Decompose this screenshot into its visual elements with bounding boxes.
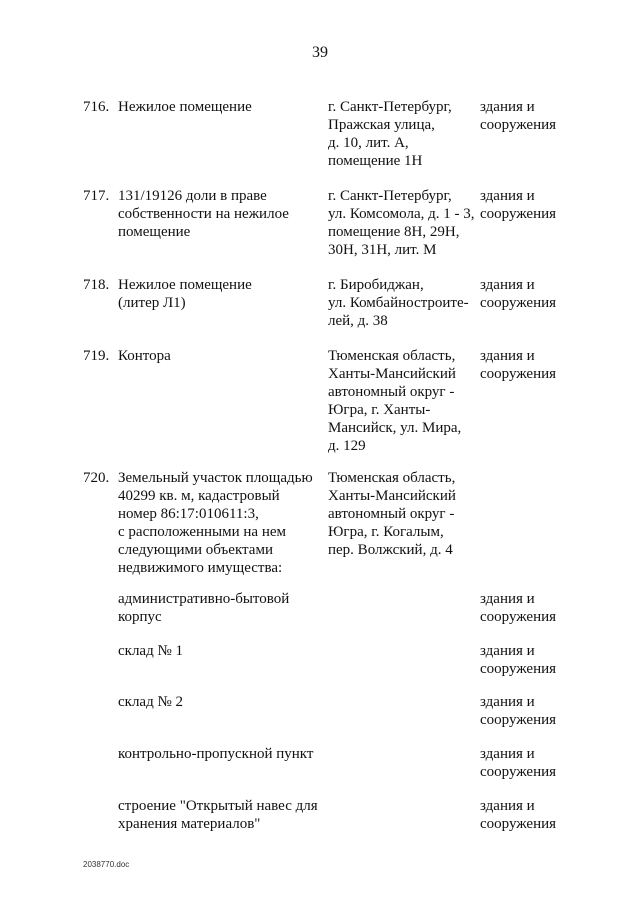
footer-filename: 2038770.doc: [83, 860, 130, 869]
entry-address: г. Санкт-Петербург, ул. Комсомола, д. 1 - 3, помещение 8Н, 29Н, 30Н, 31Н, лит. М: [328, 188, 475, 258]
entry-description: Нежилое помещение (литер Л1): [118, 277, 252, 311]
entry-number: 718.: [83, 277, 110, 293]
entry-number: 720.: [83, 470, 110, 486]
entry-address: г. Биробиджан, ул. Комбайностроите- лей, д. 38: [328, 277, 469, 329]
sub-item-description: строение "Открытый навес для хранения материалов": [118, 798, 318, 832]
sub-item-category: здания и сооружения: [480, 798, 557, 832]
entry-category: здания и сооружения: [480, 188, 557, 222]
entry-number: 716.: [83, 99, 110, 115]
sub-item-category: здания и сооружения: [480, 746, 557, 780]
entry-number: 717.: [83, 188, 110, 204]
entry-description: Контора: [118, 348, 171, 364]
sub-item-category: здания и сооружения: [480, 591, 557, 625]
page-number: 39: [312, 44, 328, 61]
sub-item-category: здания и сооружения: [480, 694, 557, 728]
sub-item-description: склад № 1: [118, 643, 184, 659]
sub-item-description: административно-бытовой корпус: [118, 591, 290, 625]
entry-category: здания и сооружения: [480, 99, 557, 133]
entry-address: г. Санкт-Петербург, Пражская улица, д. 10, лит. А, помещение 1Н: [328, 99, 452, 169]
entry-category: здания и сооружения: [480, 277, 557, 311]
entry-description: Нежилое помещение: [118, 99, 252, 115]
entry-address: Тюменская область, Ханты-Мансийский автономный округ - Югра, г. Ханты- Мансийск, ул. Мира, д. 129: [328, 348, 462, 454]
entry-description: 131/19126 доли в праве собственности на нежилое помещение: [118, 188, 289, 240]
sub-item-category: здания и сооружения: [480, 643, 557, 677]
sub-item-description: склад № 2: [118, 694, 184, 710]
entry-number: 719.: [83, 348, 110, 364]
entry-address: Тюменская область, Ханты-Мансийский автономный округ - Югра, г. Когалым, пер. Волжский, д. 4: [328, 470, 456, 558]
entry-description: Земельный участок площадью 40299 кв. м, кадастровый номер 86:17:010611:3, с расположенными на нем следующими объектами недвижимого имущества:: [118, 470, 313, 576]
entry-category: здания и сооружения: [480, 348, 557, 382]
sub-item-description: контрольно-пропускной пункт: [118, 746, 314, 762]
